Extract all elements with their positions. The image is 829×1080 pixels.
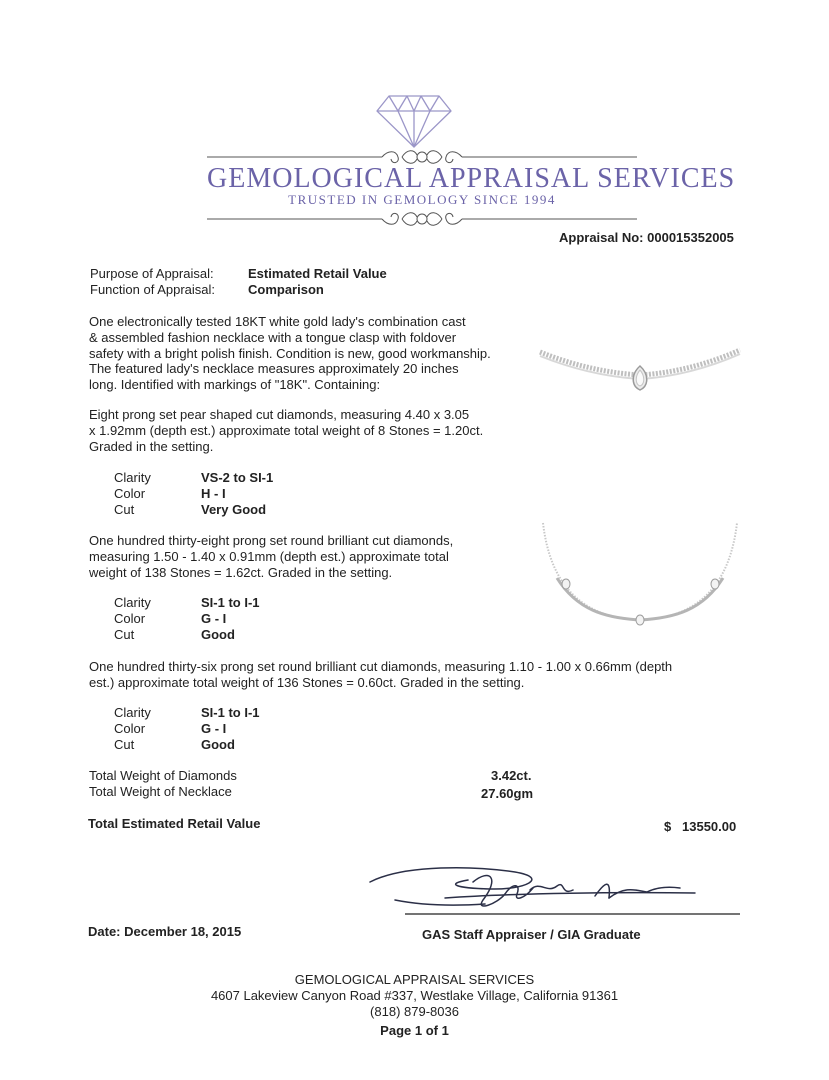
cut-value: Good bbox=[201, 737, 235, 752]
cut-label: Cut bbox=[114, 627, 135, 642]
description-line: One electronically tested 18KT white gold lady's combination cast bbox=[89, 314, 466, 329]
item-description bbox=[89, 314, 491, 393]
clarity-label: Clarity bbox=[114, 705, 151, 720]
stone-description-line: x 1.92mm (depth est.) approximate total weight of 8 Stones = 1.20ct. bbox=[89, 422, 484, 438]
cut-label: Cut bbox=[114, 502, 135, 517]
clarity-label: Clarity bbox=[114, 470, 151, 485]
color-value: G - I bbox=[201, 721, 227, 736]
color-value: H - I bbox=[201, 486, 226, 501]
stone-description-line: weight of 138 Stones = 1.62ct. Graded in the setting. bbox=[89, 564, 393, 580]
stone-description-line: est.) approximate total weight of 136 Stones = 0.60ct. Graded in the setting. bbox=[89, 674, 525, 690]
total-diamonds-value: 3.42ct. bbox=[491, 768, 532, 783]
total-diamonds-label: Total Weight of Diamonds bbox=[89, 768, 237, 783]
function-value: Comparison bbox=[248, 282, 324, 297]
appraisal-number: Appraisal No: 000015352005 bbox=[559, 230, 734, 245]
ornament-divider-bottom bbox=[207, 208, 637, 230]
clarity-value: SI-1 to I-1 bbox=[201, 595, 260, 610]
purpose-value: Estimated Retail Value bbox=[248, 266, 387, 281]
currency-symbol: $ bbox=[664, 819, 672, 834]
appraiser-title: GAS Staff Appraiser / GIA Graduate bbox=[422, 927, 641, 942]
total-necklace-value: 27.60gm bbox=[481, 786, 534, 801]
footer-company: GEMOLOGICAL APPRAISAL SERVICES bbox=[294, 972, 535, 987]
footer-address: 4607 Lakeview Canyon Road #337, Westlake Village, California 91361 bbox=[210, 988, 619, 1003]
appraisal-date: Date: December 18, 2015 bbox=[88, 924, 242, 939]
color-label: Color bbox=[114, 611, 146, 626]
stone-description-line: One hundred thirty-eight prong set round brilliant cut diamonds, bbox=[89, 533, 454, 548]
clarity-label: Clarity bbox=[114, 595, 151, 610]
stone-group-3-description bbox=[89, 659, 672, 691]
function-label: Function of Appraisal: bbox=[90, 282, 216, 297]
stone-group-3-grades bbox=[114, 705, 260, 753]
clarity-value: SI-1 to I-1 bbox=[201, 705, 260, 720]
cut-value: Very Good bbox=[201, 502, 267, 517]
description-line: & assembled fashion necklace with a tongue clasp with foldover bbox=[89, 329, 457, 345]
stone-group-1-grades bbox=[114, 470, 273, 518]
stone-description-line: One hundred thirty-six prong set round brilliant cut diamonds, measuring 1.10 - 1.00 x 0.66mm (depth bbox=[89, 659, 673, 674]
footer-phone: (818) 879-8036 bbox=[370, 1004, 459, 1019]
appraiser-signature bbox=[365, 860, 745, 922]
diamond-icon bbox=[375, 93, 453, 149]
cut-value: Good bbox=[201, 627, 235, 642]
description-line: long. Identified with markings of "18K". Containing: bbox=[89, 377, 381, 393]
stone-description-line: measuring 1.50 - 1.40 x 0.91mm (depth est.) approximate total bbox=[89, 548, 449, 564]
stone-description-line: Eight prong set pear shaped cut diamonds, measuring 4.40 x 3.05 bbox=[89, 407, 470, 422]
description-line: The featured lady's necklace measures approximately 20 inches bbox=[89, 361, 459, 377]
clarity-value: VS-2 to SI-1 bbox=[201, 470, 274, 485]
total-necklace-label: Total Weight of Necklace bbox=[89, 784, 232, 799]
total-retail-value: 13550.00 bbox=[682, 819, 737, 834]
stone-group-2-grades bbox=[114, 595, 260, 643]
page-number: Page 1 of 1 bbox=[380, 1023, 449, 1038]
stone-group-2-description bbox=[89, 533, 453, 580]
cut-label: Cut bbox=[114, 737, 135, 752]
description-line: safety with a bright polish finish. Condition is new, good workmanship. bbox=[89, 345, 491, 361]
stone-group-1-description bbox=[89, 407, 483, 454]
total-retail-label: Total Estimated Retail Value bbox=[88, 816, 261, 831]
purpose-label: Purpose of Appraisal: bbox=[90, 266, 214, 281]
color-value: G - I bbox=[201, 611, 227, 626]
stone-description-line: Graded in the setting. bbox=[89, 438, 214, 454]
necklace-full-photo bbox=[535, 518, 745, 633]
company-logo-title: GEMOLOGICAL APPRAISAL SERVICES bbox=[207, 163, 736, 194]
color-label: Color bbox=[114, 486, 146, 501]
necklace-closeup-photo bbox=[535, 338, 745, 408]
color-label: Color bbox=[114, 721, 146, 736]
company-tagline: TRUSTED IN GEMOLOGY SINCE 1994 bbox=[288, 192, 556, 207]
